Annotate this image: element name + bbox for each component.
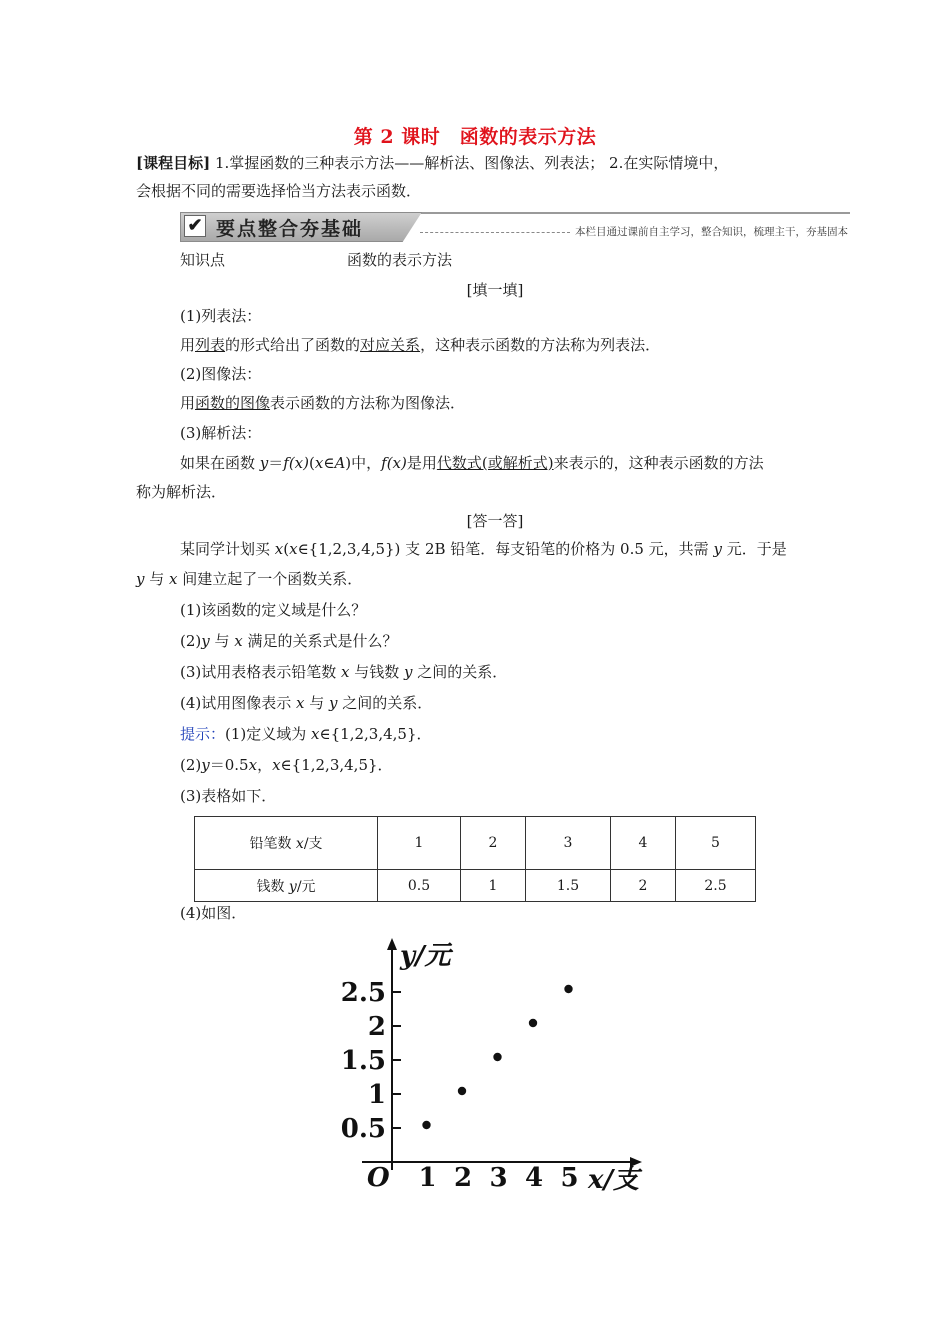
knowledge-label: 知识点	[180, 251, 226, 269]
h2-c: ＝0.5	[209, 756, 249, 774]
h2-b: y	[201, 756, 210, 774]
h1-c: ∈{1,2,3,4,5}．	[319, 725, 432, 743]
item-4	[180, 692, 432, 714]
data-point	[493, 1053, 501, 1061]
goal-line-2: 会根据不同的需要选择恰当方法表示函数．	[136, 182, 422, 200]
table-head-x	[195, 817, 378, 870]
q2-c: x	[169, 570, 178, 588]
data-points	[422, 985, 572, 1129]
p3-j: f(x)	[381, 454, 407, 472]
i4-a: (4)试用图像表示	[180, 694, 297, 712]
check-icon: ✔	[184, 215, 206, 237]
table-cell: 3	[526, 817, 611, 870]
data-point	[422, 1121, 430, 1129]
table-cell: 1	[378, 817, 461, 870]
i4-c: 与	[304, 694, 330, 712]
p2-text	[180, 392, 465, 414]
banner-rule	[416, 212, 850, 214]
item-2	[180, 630, 398, 652]
knowledge-topic: 函数的表示方法	[347, 251, 453, 269]
banner-note: 本栏目通过课前自主学习，整合知识，梳理主干，夯基固本	[575, 226, 848, 238]
th-y-b: y	[288, 878, 297, 895]
p3-i: )中，	[345, 454, 382, 472]
goal-line-1: 1.掌握函数的三种表示方法——解析法、图像法、列表法； 2.在实际情境中，	[210, 154, 729, 172]
table-row	[195, 817, 756, 870]
h2-f: x	[272, 756, 281, 774]
p3-b: y	[259, 454, 269, 472]
th-y-a: 钱数	[256, 878, 289, 895]
p2-b: 函数的图像	[195, 394, 271, 412]
p2-title: (2)图像法：	[180, 365, 262, 383]
p3-d: f(x)	[283, 454, 309, 472]
i2-d: x	[234, 632, 243, 650]
banner-dash	[420, 232, 570, 233]
table-cell: 2.5	[676, 870, 756, 902]
i3-a: (3)试用表格表示铅笔数	[180, 663, 342, 681]
p3-h: A	[334, 454, 346, 472]
data-table	[194, 816, 756, 902]
hint-3: (3)表格如下．	[180, 787, 277, 805]
h2-a: (2)	[180, 756, 202, 774]
p3-text	[180, 452, 764, 474]
th-x-c: /支	[303, 836, 323, 852]
table-cell: 1	[461, 870, 526, 902]
q2-b: 与	[144, 570, 170, 588]
q-c: (	[283, 540, 290, 558]
q-b: x	[274, 540, 284, 558]
y-tick-label: 0.5	[340, 1114, 386, 1144]
p1-c: 的形式给出了函数的	[225, 336, 361, 354]
x-ticks	[418, 1163, 578, 1193]
hint-2	[180, 754, 393, 776]
data-point	[564, 985, 572, 993]
goal-tag: [课程目标]	[136, 154, 211, 172]
y-axis-label: y/元	[400, 941, 451, 971]
i3-c: 与钱数	[349, 663, 405, 681]
i4-b: x	[296, 694, 305, 712]
i2-c: 与	[209, 632, 235, 650]
i3-e: 之间的关系．	[412, 663, 508, 681]
p3-line2: 称为解析法．	[136, 483, 227, 501]
x-tick-label: 2	[453, 1163, 473, 1193]
answer-header: [答一答]	[466, 512, 524, 530]
h1-b: x	[311, 725, 320, 743]
h1-a: (1)定义域为	[225, 725, 312, 743]
banner-heading: 要点整合夯基础	[216, 218, 364, 240]
table-cell: 5	[676, 817, 756, 870]
question-line2	[136, 568, 362, 590]
th-x-b: x	[295, 836, 304, 852]
q-f: y	[713, 540, 722, 558]
x-tick-label: 4	[524, 1163, 544, 1193]
p3-g: ∈	[323, 454, 335, 472]
h2-d: x	[248, 756, 258, 774]
p1-b: 列表	[195, 336, 226, 354]
i2-b: y	[201, 632, 210, 650]
i4-e: 之间的关系．	[337, 694, 433, 712]
p1-e: ，这种表示函数的方法称为列表法．	[420, 336, 661, 354]
table-cell: 2	[611, 870, 676, 902]
p3-title: (3)解析法：	[180, 424, 262, 442]
data-point	[458, 1087, 466, 1095]
table-row	[195, 870, 756, 902]
x-axis-label: x/支	[588, 1165, 639, 1195]
hint-4: (4)如图．	[180, 904, 247, 922]
p1-title: (1)列表法：	[180, 307, 262, 325]
x-tick-label: 1	[418, 1163, 437, 1193]
table-cell: 2	[461, 817, 526, 870]
fill-header: [填一填]	[466, 281, 524, 299]
y-tick-label: 2	[367, 1012, 386, 1042]
i3-b: x	[341, 663, 350, 681]
y-tick-label: 1	[367, 1080, 386, 1110]
i4-d: y	[329, 694, 338, 712]
table-cell: 4	[611, 817, 676, 870]
y-tick-label: 2.5	[340, 978, 386, 1008]
p2-c: 表示函数的方法称为图像法．	[270, 394, 466, 412]
p1-text	[180, 334, 660, 356]
p1-a: 用	[180, 336, 196, 354]
q2-a: y	[136, 570, 145, 588]
h2-e: ，	[257, 756, 273, 774]
y-tick-label: 1.5	[340, 1046, 386, 1076]
q2-d: 间建立起了一个函数关系．	[177, 570, 363, 588]
course-goal	[136, 152, 826, 202]
item-1: (1)该函数的定义域是什么？	[180, 601, 367, 619]
hint-label: 提示：	[180, 725, 226, 743]
p3-a: 如果在函数	[180, 454, 260, 472]
x-tick-label: 5	[560, 1163, 579, 1193]
x-tick-label: 3	[489, 1163, 508, 1193]
q-a: 某同学计划买	[180, 540, 275, 558]
q-g: 元．于是	[721, 540, 787, 558]
p3-f: x	[314, 454, 324, 472]
p1-d: 对应关系	[360, 336, 421, 354]
p2-a: 用	[180, 394, 196, 412]
h2-g: ∈{1,2,3,4,5}．	[280, 756, 393, 774]
scatter-chart	[340, 930, 660, 1205]
section-banner	[180, 212, 850, 242]
th-x-a: 铅笔数	[249, 836, 296, 852]
i2-e: 满足的关系式是什么？	[242, 632, 398, 650]
th-y-c: /元	[296, 878, 316, 895]
i2-a: (2)	[180, 632, 202, 650]
question-line1	[180, 538, 787, 560]
q-e: ∈{1,2,3,4,5}) 支 2B 铅笔．每支铅笔的价格为 0.5 元，共需	[297, 540, 714, 558]
hint-1	[180, 723, 432, 745]
item-3	[180, 661, 507, 683]
data-point	[529, 1019, 537, 1027]
p3-m: 来表示的，这种表示函数的方法	[553, 454, 764, 472]
p3-c: ＝	[268, 454, 284, 472]
lesson-title: 第 2 课时 函数的表示方法	[353, 126, 597, 148]
table-cell: 1.5	[526, 870, 611, 902]
origin-label: O	[367, 1163, 390, 1193]
table-cell: 0.5	[378, 870, 461, 902]
p3-k: 是用	[406, 454, 437, 472]
i3-d: y	[404, 663, 413, 681]
q-d: x	[289, 540, 298, 558]
p3-e: (	[309, 454, 315, 472]
y-axis-arrow-icon	[387, 938, 397, 950]
p3-l: 代数式(或解析式)	[436, 454, 554, 472]
table-head-y	[195, 870, 378, 902]
